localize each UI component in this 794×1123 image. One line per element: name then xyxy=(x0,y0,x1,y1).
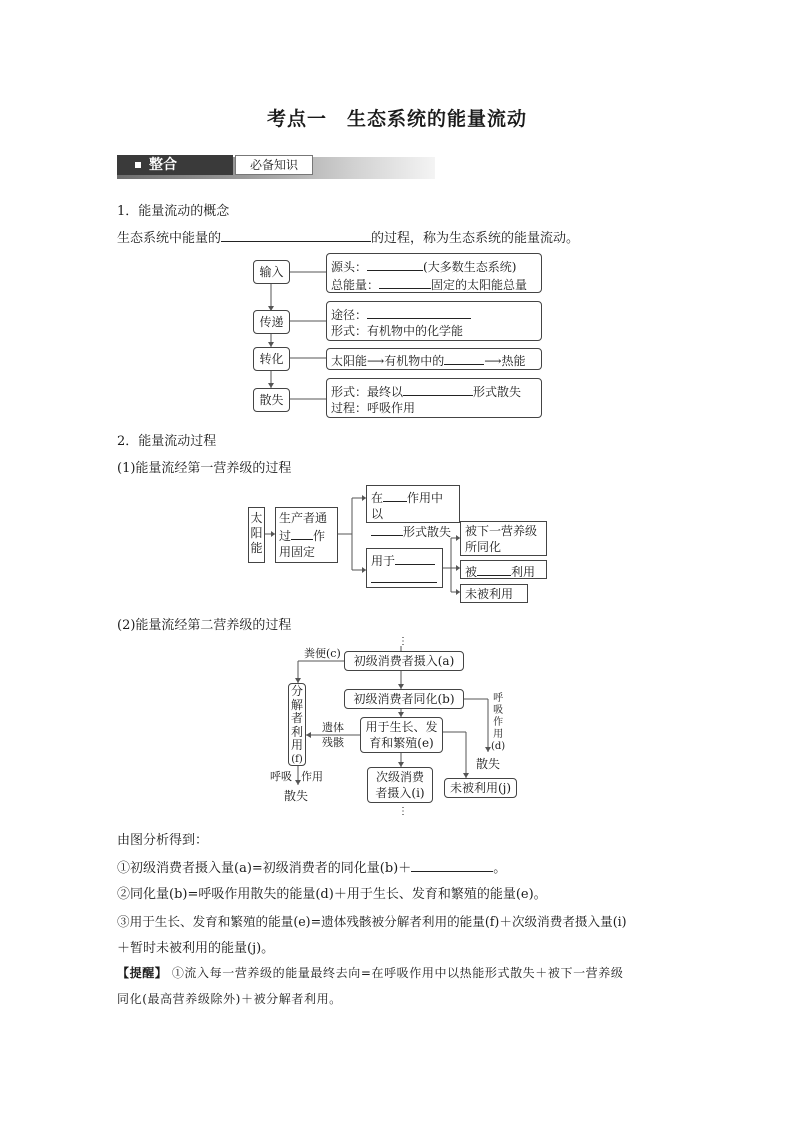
stage-convert: 转化 xyxy=(253,347,290,371)
stage-transfer: 传递 xyxy=(253,310,290,334)
unused-box: 未被利用 xyxy=(460,584,528,603)
intake-box: 初级消费者摄入(a) xyxy=(344,651,464,671)
section2-heading: 2．能量流动过程 xyxy=(117,434,217,449)
analysis-line-3a: ③用于生长、发育和繁殖的能量(e)=遗体残骸被分解者利用的能量(f)＋次级消费者摄入量(i) xyxy=(117,914,627,929)
use-box: 用于 xyxy=(366,548,443,588)
bottom-dots: ⋮ xyxy=(398,806,408,817)
decomposer-use-box: 被 利用 xyxy=(460,560,547,579)
feces-label: 粪便(c) xyxy=(304,647,341,660)
respiration-left-label-2: 作用 xyxy=(301,770,323,783)
lose-detail-box: 形式：最终以 形式散失 过程：呼吸作用 xyxy=(326,378,542,418)
first-level-subheading: (1)能量流经第一营养级的过程 xyxy=(117,461,292,476)
dissipate-label-left: 散失 xyxy=(284,789,309,803)
stage-input: 输入 xyxy=(253,260,290,284)
remains-label: 遗体 残骸 xyxy=(322,721,344,749)
analysis-line-3b: ＋暂时未被利用的能量(j)。 xyxy=(117,941,275,956)
page-title: 考点一 生态系统的能量流动 xyxy=(266,108,527,130)
next-level-box: 被下一营养级 所同化 xyxy=(460,521,547,556)
assimilation-box: 初级消费者同化(b) xyxy=(344,689,464,709)
hint-tag: 【提醒】 xyxy=(117,966,168,980)
analysis-line-1: ①初级消费者摄入量(a)=初级消费者的同化量(b)＋ 。 xyxy=(117,857,506,876)
section1-heading: 1．能量流动的概念 xyxy=(117,204,230,219)
banner-label-integrate: 整合 xyxy=(117,155,233,175)
respiration-left-label: 呼吸 xyxy=(270,770,292,783)
growth-box: 用于生长、发 育和繁殖(e) xyxy=(360,717,443,753)
sun-energy-box: 太 阳 能 xyxy=(248,507,265,563)
top-dots: ⋮ xyxy=(398,636,408,647)
decomposer-box: 分 解 者 利 用 (f) xyxy=(288,683,306,766)
concept-sentence: 生态系统中能量的 的过程，称为生态系统的能量流动。 xyxy=(117,227,579,246)
transfer-detail-box: 途径： 形式：有机物中的化学能 xyxy=(326,301,542,341)
analysis-heading: 由图分析得到： xyxy=(117,833,209,848)
hint-line-1: 【提醒】 ①流入每一营养级的能量最终去向=在呼吸作用中以热能形式散失＋被下一营养级 xyxy=(117,966,624,980)
banner-label-knowledge: 必备知识 xyxy=(235,155,313,175)
convert-detail-box: 太阳能⟶有机物中的 ⟶热能 xyxy=(326,348,542,370)
second-level-subheading: (2)能量流经第二营养级的过程 xyxy=(117,618,292,633)
arrow-right-icon: ⟶ xyxy=(484,354,502,368)
hint-line-2: 同化(最高营养级除外)＋被分解者利用。 xyxy=(117,992,342,1006)
input-detail-box: 源头： (大多数生态系统) 总能量： 固定的太阳能总量 xyxy=(326,253,542,293)
unused-j-box: 未被利用(j) xyxy=(444,778,517,798)
dissipate-label-right: 散失 xyxy=(476,757,501,771)
stage-lose: 散失 xyxy=(253,388,290,412)
fill-blank xyxy=(411,858,493,872)
analysis-line-2: ②同化量(b)=呼吸作用散失的能量(d)＋用于生长、发育和繁殖的能量(e)。 xyxy=(117,887,547,902)
respiration-vertical-label: 呼 吸 作 用 (d) xyxy=(491,693,506,752)
secondary-consumer-box: 次级消费 者摄入(i) xyxy=(367,767,433,803)
producer-box: 生产者通 过 作 用固定 xyxy=(275,507,338,563)
respiration-box: 在 作用中以 形式散失 xyxy=(366,485,460,523)
arrow-right-icon: ⟶ xyxy=(367,354,385,368)
